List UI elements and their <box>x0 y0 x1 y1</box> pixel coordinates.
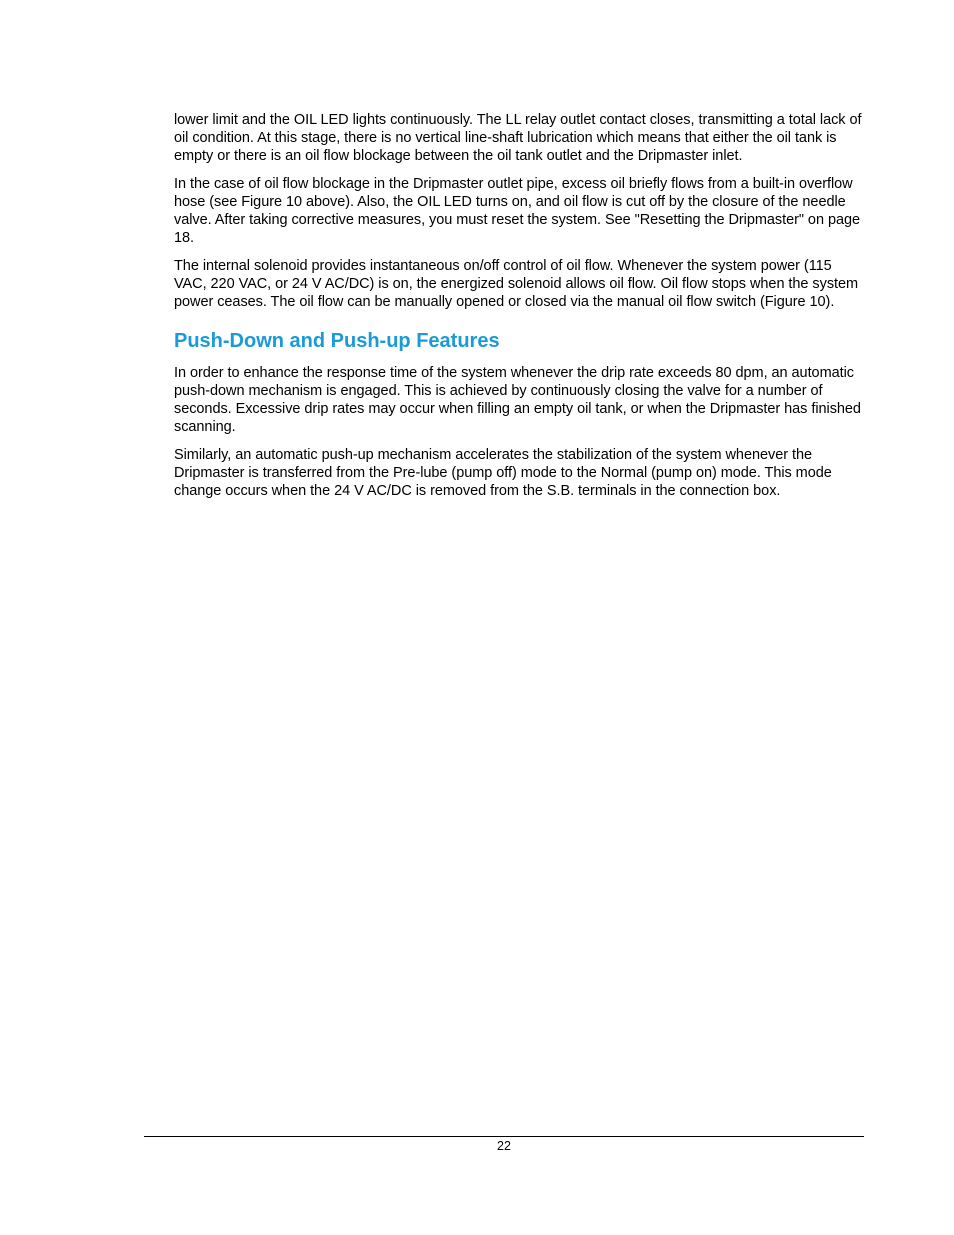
paragraph-total-oil-lack: lower limit and the OIL LED lights continuously. The LL relay outlet contact closes, transmitting a total lack of oil condition. At this stage, there is no vertical line-shaft lubrication which means that either the oil tank is empty or there is an oil flow blockage between the oil tank outlet and the Dripmaster inlet. <box>174 112 862 164</box>
document-body <box>174 111 866 510</box>
page-number: 22 <box>497 1139 511 1153</box>
section-heading: Push-Down and Push-up Features <box>174 330 500 352</box>
footer-divider <box>144 1136 864 1137</box>
paragraph-outlet-blockage: In the case of oil flow blockage in the Dripmaster outlet pipe, excess oil briefly flows from a built-in overflow hose (see Figure 10 above). Also, the OIL LED turns on, and oil flow is cut off by the closure of the needle valve. After taking corrective measures, you must reset the system. See "Resetting the Dripmaster" on page 18. <box>174 176 861 246</box>
paragraph-push-up: Similarly, an automatic push-up mechanism accelerates the stabilization of the system whenever the Dripmaster is transferred from the Pre-lube (pump off) mode to the Normal (pump on) mode. This mode change occurs when the 24 V AC/DC is removed from the S.B. terminals in the connection box. <box>174 447 832 499</box>
paragraph-internal-solenoid: The internal solenoid provides instantaneous on/off control of oil flow. Whenever the system power (115 VAC, 220 VAC, or 24 V AC/DC) is on, the energized solenoid allows oil flow. Oil flow stops when the system power ceases. The oil flow can be manually opened or closed via the manual oil flow switch (Figure 10). <box>174 258 859 310</box>
paragraph-push-down: In order to enhance the response time of the system whenever the drip rate exceeds 80 dpm, an automatic push-down mechanism is engaged. This is achieved by continuously closing the valve for a number of seconds. Excessive drip rates may occur when filling an empty oil tank, or when the Dripmaster has finished scanning. <box>174 365 861 435</box>
